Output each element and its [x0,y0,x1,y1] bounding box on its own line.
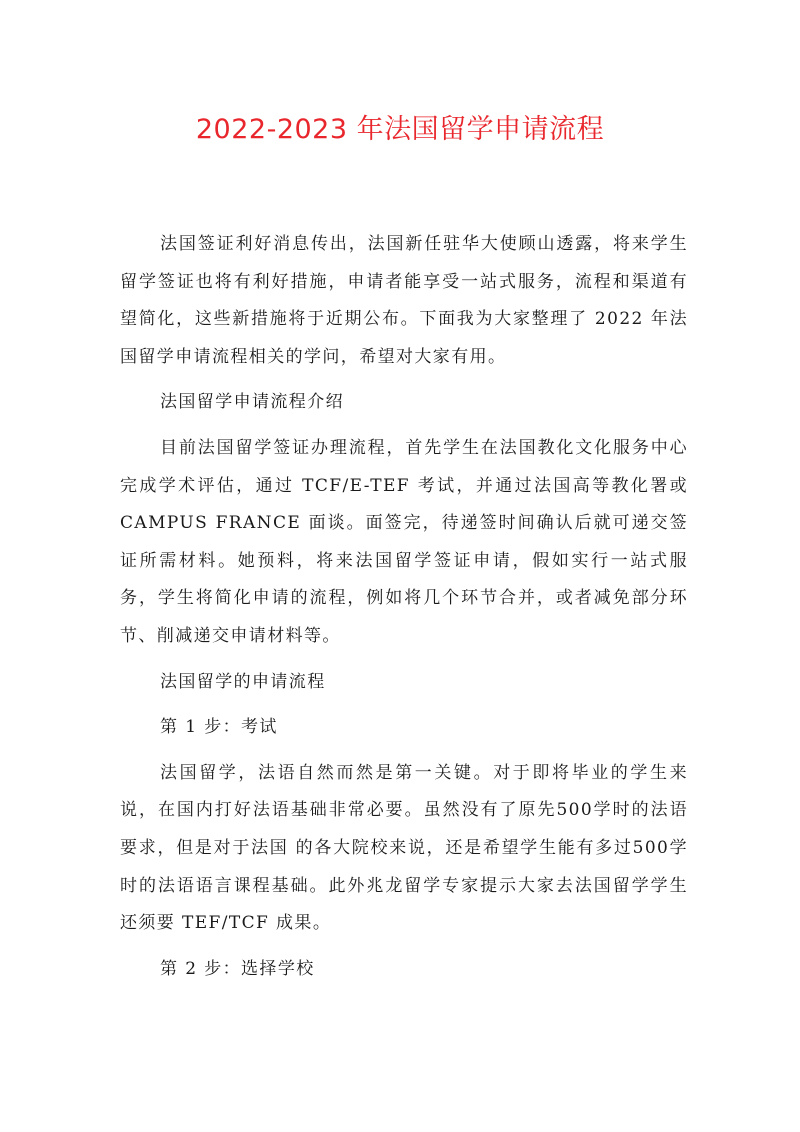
document-body [120,226,688,996]
visa-process-paragraph: 目前法国留学签证办理流程，首先学生在法国教化文化服务中心完成学术评估，通过 TCF/E-TEF 考试，并通过法国高等教化署或 CAMPUS FRANCE 面谈。面签完，待递签时间确认后就可递交签证所需材料。她预料，将来法国留学签证申请，假如实行一站式服务，学生将简化申请的流程，例如将几个环节合并，或者减免部分环节、削减递交申请材料等。 [120,437,688,646]
step-1-heading: 第 1 步：考试 [160,717,278,738]
document-title: 2022-2023 年法国留学申请流程 [195,114,605,145]
section-heading-process: 法国留学的申请流程 [160,671,326,692]
step-1-paragraph: 法国留学，法语自然而然是第一关键。对于即将毕业的学生来说，在国内打好法语基础非常必要。虽然没有了原先500学时的法语要求，但是对于法国 的各大院校来说，还是希望学生能有多过500学时的法语语言课程基础。此外兆龙留学专家提示大家去法国留学学生还须要 TEF/TCF 成果。 [120,762,688,934]
section-heading-intro: 法国留学申请流程介绍 [160,392,344,413]
intro-paragraph: 法国签证利好消息传出，法国新任驻华大使顾山透露，将来学生留学签证也将有利好措施，申请者能享受一站式服务，流程和渠道有望简化，这些新措施将于近期公布。下面我为大家整理了 2022 年法国留学申请流程相关的学问，希望对大家有用。 [120,234,688,367]
step-2-heading: 第 2 步：选择学校 [160,958,315,979]
